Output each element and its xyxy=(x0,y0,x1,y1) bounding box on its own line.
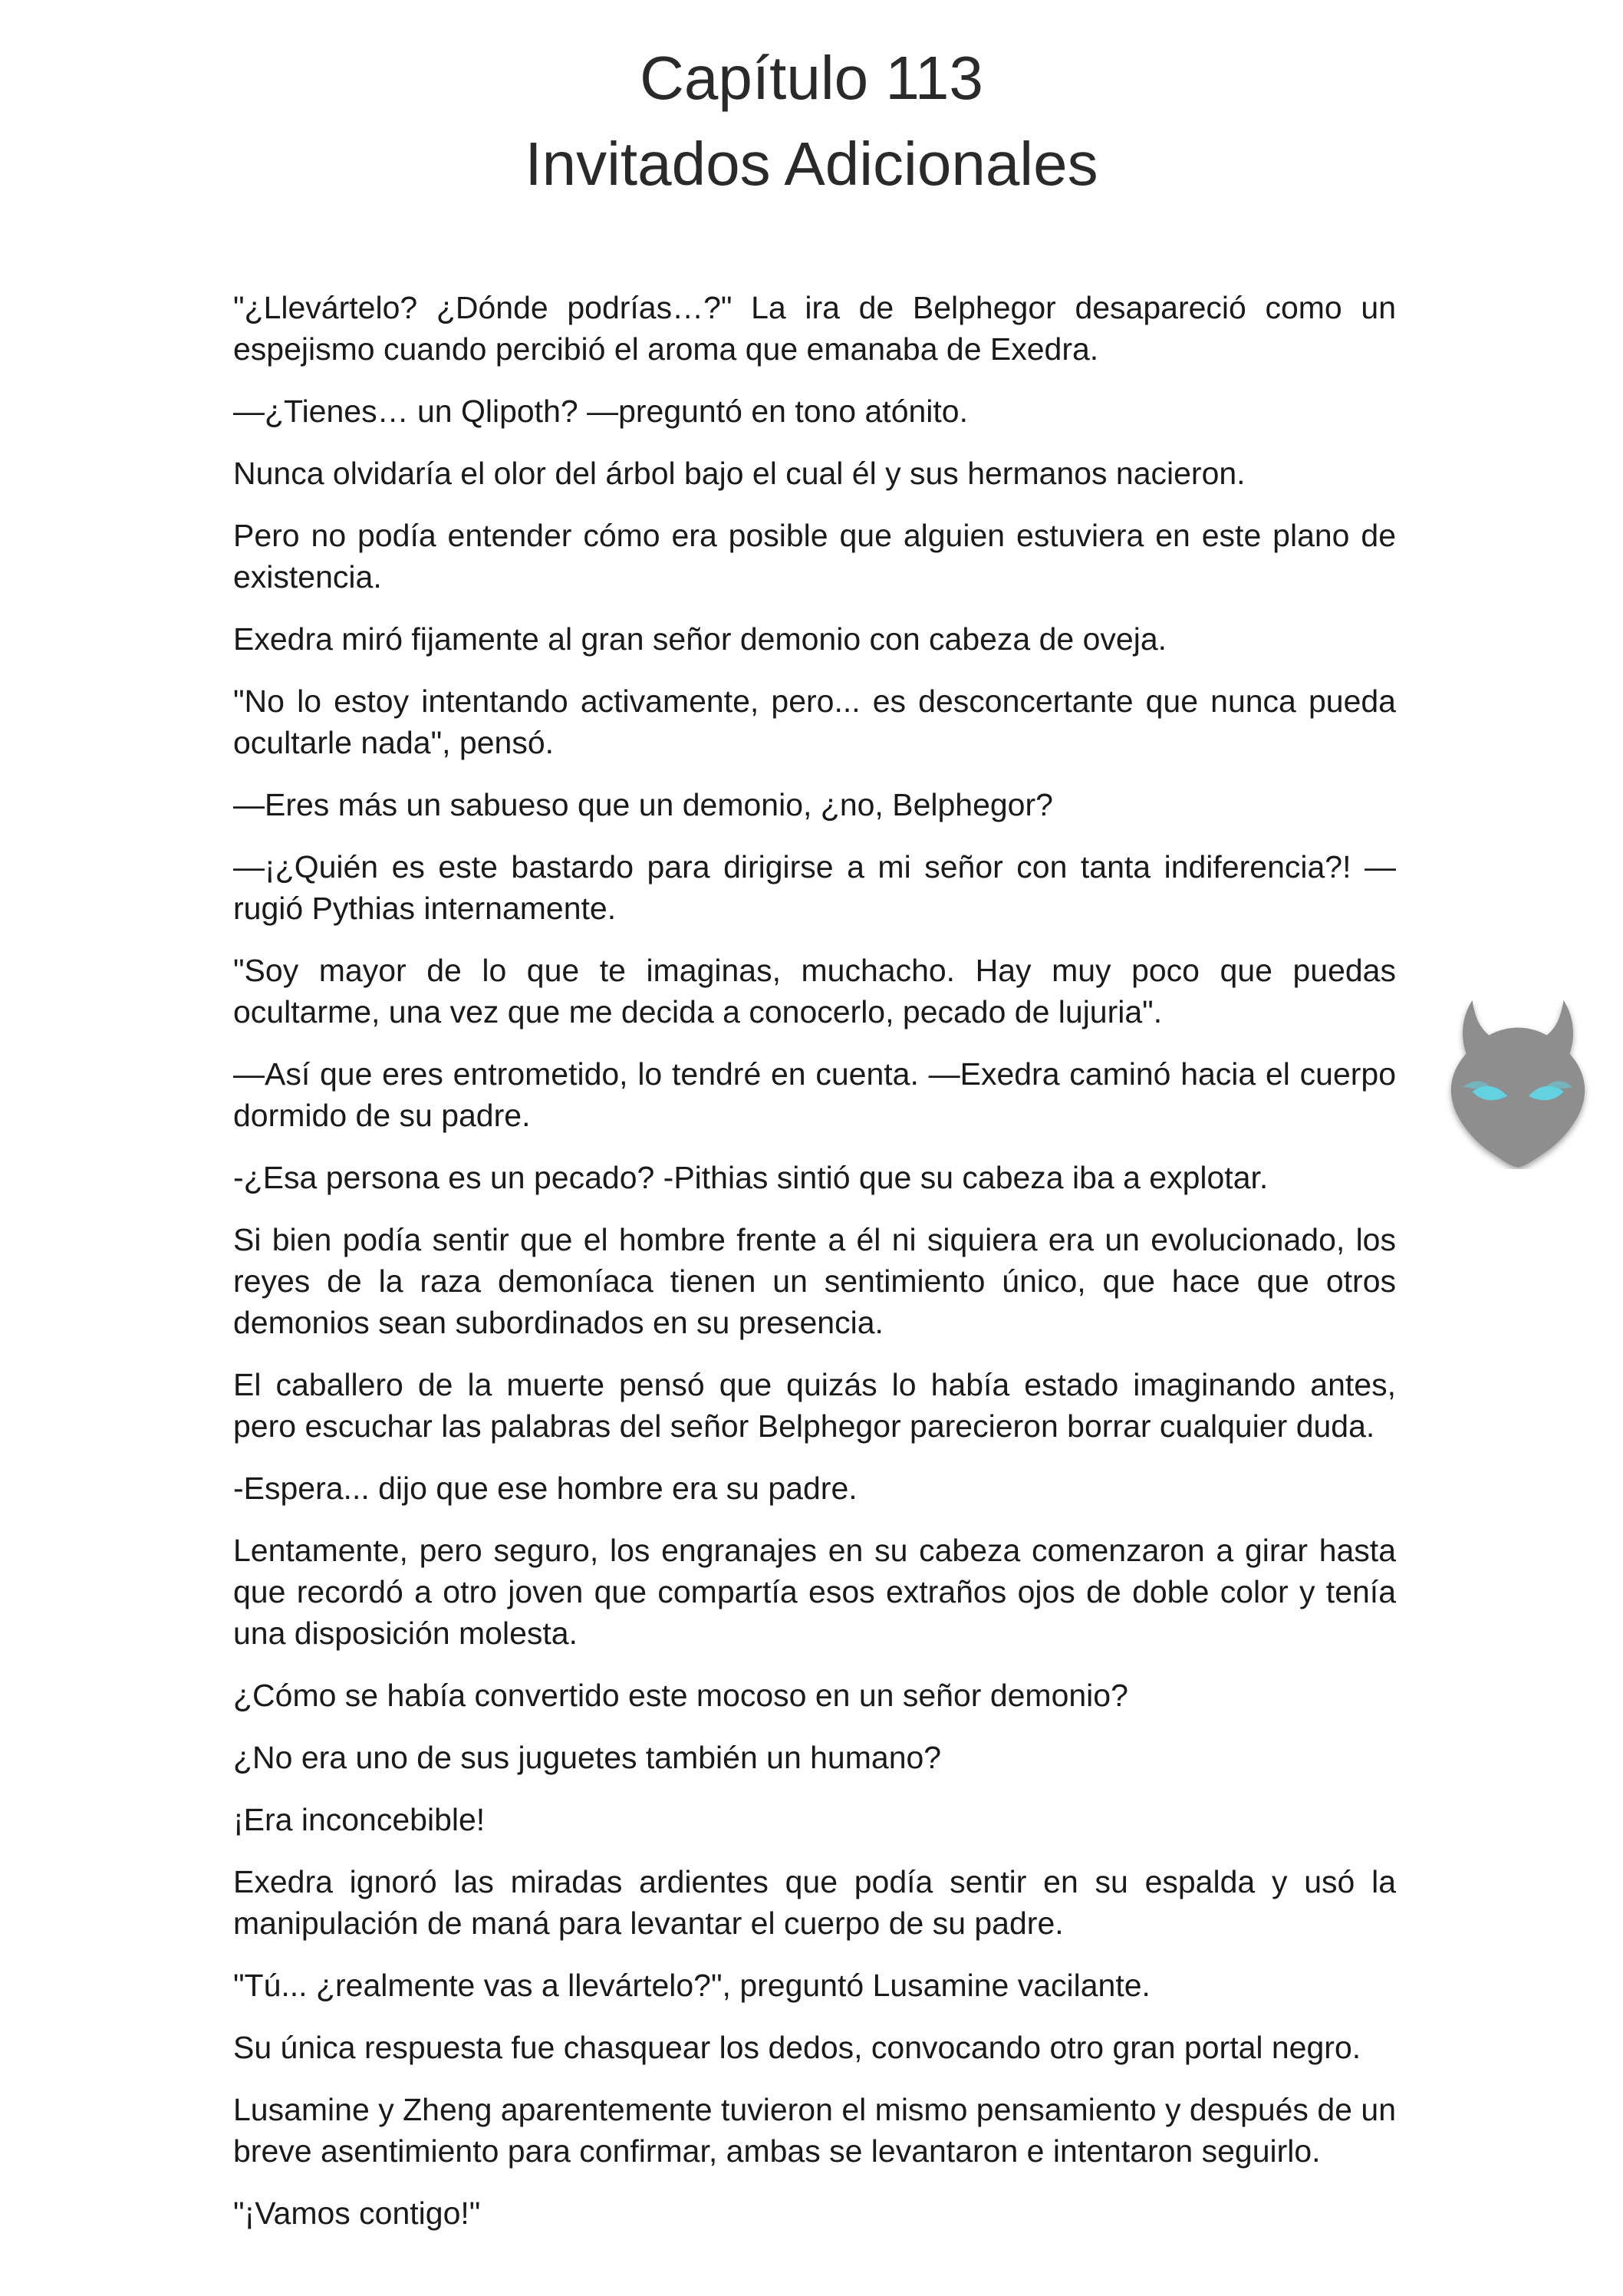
paragraph: Nunca olvidaría el olor del árbol bajo el cual él y sus hermanos nacieron. xyxy=(233,456,1246,491)
paragraph: —Eres más un sabueso que un demonio, ¿no, Belphegor? xyxy=(233,787,1053,822)
paragraph: —¿Tienes… un Qlipoth? —preguntó en tono atónito. xyxy=(233,394,968,429)
paragraph: —Así que eres entrometido, lo tendré en cuenta. —Exedra caminó hacia el cuerpo dormido de su padre. xyxy=(233,1056,1396,1133)
paragraph: ¡Era inconcebible! xyxy=(233,1802,486,1837)
paragraph: -Espera... dijo que ese hombre era su padre. xyxy=(233,1471,858,1506)
chapter-number: Capítulo 113 xyxy=(640,44,983,112)
paragraph: Exedra miró fijamente al gran señor demonio con cabeza de oveja. xyxy=(233,621,1167,657)
paragraph: ¿No era uno de sus juguetes también un humano? xyxy=(233,1740,942,1775)
demon-head-icon xyxy=(1440,994,1595,1169)
paragraph: Lusamine y Zheng aparentemente tuvieron el mismo pensamiento y después de un breve asentimiento para confirmar, ambas se levantaron e intentaron seguirlo. xyxy=(233,2092,1396,2169)
paragraph: Exedra ignoró las miradas ardientes que podía sentir en su espalda y usó la manipulación de maná para levantar el cuerpo de su padre. xyxy=(233,1864,1396,1941)
paragraph: "¡Vamos contigo!" xyxy=(233,2196,481,2231)
paragraph: -¿Esa persona es un pecado? -Pithias sintió que su cabeza iba a explotar. xyxy=(233,1160,1269,1195)
paragraph: "¿Llevártelo? ¿Dónde podrías…?" La ira de Belphegor desapareció como un espejismo cuando percibió el aroma que emanaba de Exedra. xyxy=(233,290,1396,367)
paragraph: "No lo estoy intentando activamente, pero... es desconcertante que nunca pueda ocultarle nada", pensó. xyxy=(233,684,1396,760)
chapter-title: Invitados Adicionales xyxy=(525,130,1098,198)
paragraph: ¿Cómo se había convertido este mocoso en un señor demonio? xyxy=(233,1678,1128,1713)
chapter-body xyxy=(233,287,1396,2255)
paragraph: "Soy mayor de lo que te imaginas, muchacho. Hay muy poco que puedas ocultarme, una vez que me decida a conocerlo, pecado de lujuria". xyxy=(233,953,1396,1029)
paragraph: El caballero de la muerte pensó que quizás lo había estado imaginando antes, pero escuchar las palabras del señor Belphegor parecieron borrar cualquier duda. xyxy=(233,1367,1396,1444)
paragraph: Si bien podía sentir que el hombre frente a él ni siquiera era un evolucionado, los reyes de la raza demoníaca tienen un sentimiento único, que hace que otros demonios sean subordinados en su presencia. xyxy=(233,1222,1396,1340)
paragraph: Pero no podía entender cómo era posible que alguien estuviera en este plano de existencia. xyxy=(233,518,1396,595)
paragraph: Lentamente, pero seguro, los engranajes en su cabeza comenzaron a girar hasta que recordó a otro joven que compartía esos extraños ojos de doble color y tenía una disposición molesta. xyxy=(233,1533,1396,1651)
paragraph: Su única respuesta fue chasquear los dedos, convocando otro gran portal negro. xyxy=(233,2030,1361,2065)
paragraph: "Tú... ¿realmente vas a llevártelo?", preguntó Lusamine vacilante. xyxy=(233,1968,1151,2003)
paragraph: —¡¿Quién es este bastardo para dirigirse a mi señor con tanta indiferencia?! —rugió Pythias internamente. xyxy=(233,849,1396,926)
